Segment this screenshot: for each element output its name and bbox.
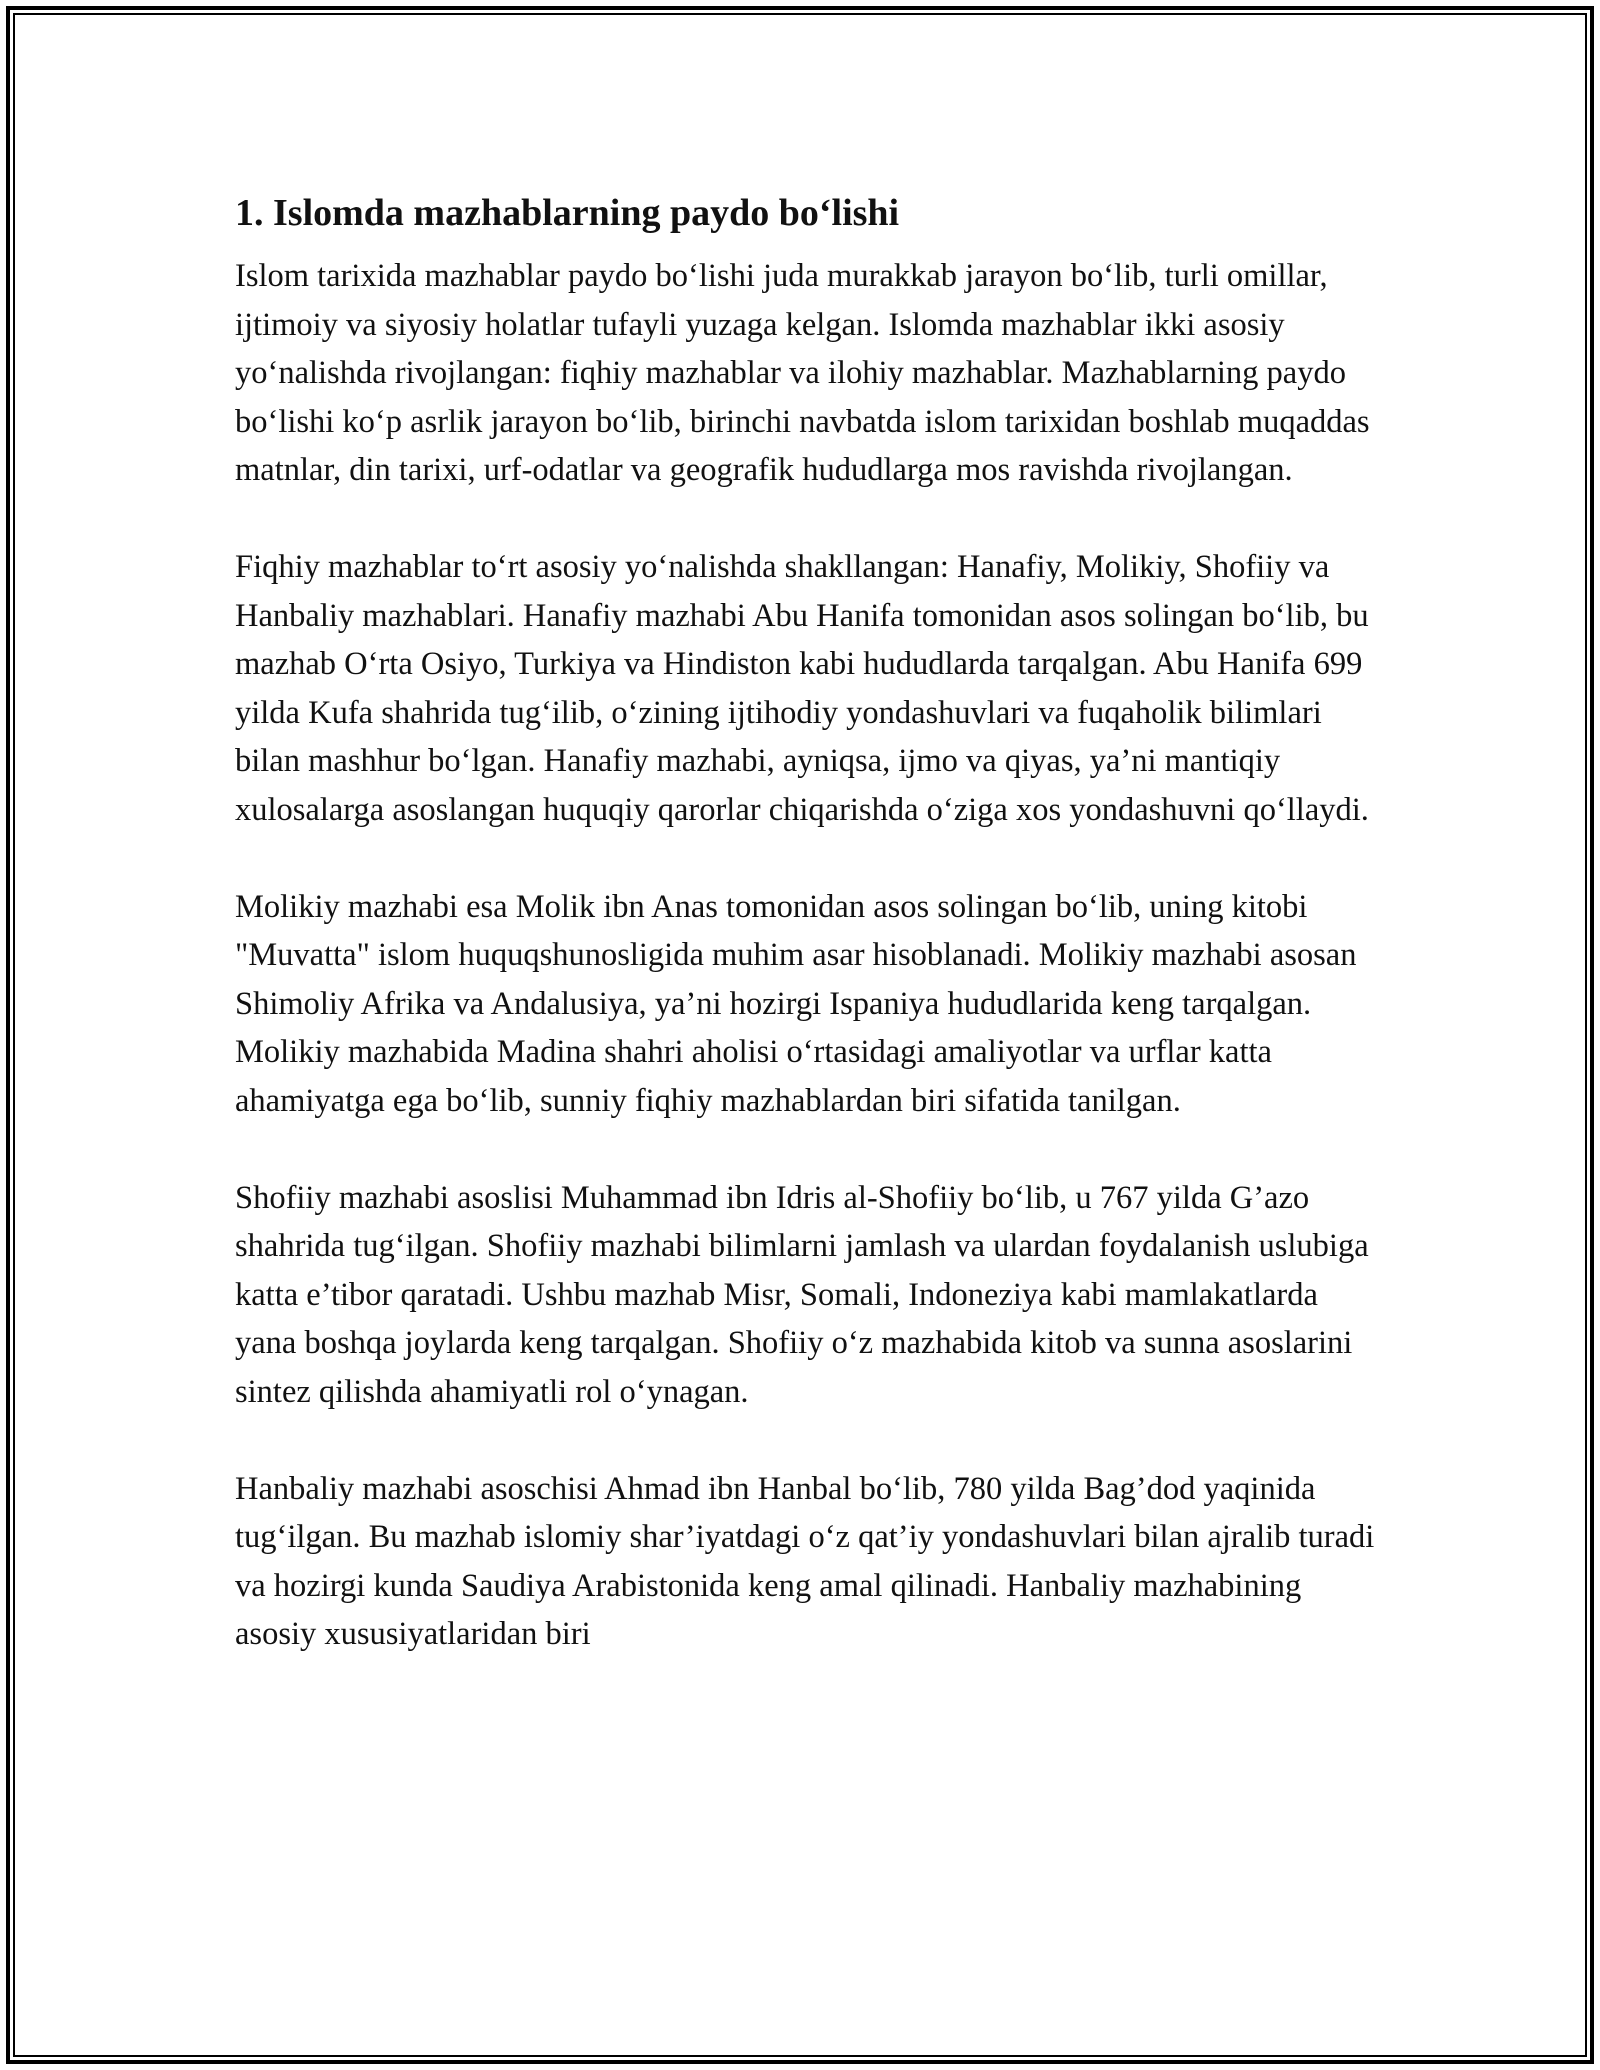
paragraph-intro: Islom tarixida mazhablar paydo bo‘lishi juda murakkab jarayon bo‘lib, turli omillar, ijtimoiy va siyosiy holatlar tufayli yuzaga kelgan. Islomda mazhablar ikki asosiy yo‘nalishda rivojlangan: fiqhiy mazhablar va ilohiy mazhablar. Mazhablarning paydo bo‘lishi ko‘p asrlik jarayon bo‘lib, birinchi navbatda islom tarixidan boshlab muqaddas matnlar, din tarixi, urf-odatlar va geografik hududlarga mos ravishda rivojlangan. [235,258,1370,488]
paragraph-molikiy: Molikiy mazhabi esa Molik ibn Anas tomonidan asos solingan bo‘lib, uning kitobi "Muvatta" islom huquqshunosligida muhim asar hisoblanadi. Molikiy mazhabi asosan Shimoliy Afrika va Andalusiya, ya’ni hozirgi Ispaniya hududlarida keng tarqalgan. Molikiy mazhabida Madina shahri aholisi o‘rtasidagi amaliyotlar va urflar katta ahamiyatga ega bo‘lib, sunniy fiqhiy mazhablardan biri sifatida tanilgan. [235,888,1357,1119]
paragraph-hanbaliy: Hanbaliy mazhabi asoschisi Ahmad ibn Hanbal bo‘lib, 780 yilda Bag’dod yaqinida tug‘ilgan. Bu mazhab islomiy shar’iyatdagi o‘z qat’iy yondashuvlari bilan ajralib turadi va hozirgi kunda Saudiya Arabistonida keng amal qilinadi. Hanbaliy mazhabining asosiy xususiyatlaridan biri [235,1470,1375,1652]
document-body [235,186,1375,1659]
paragraph-hanafiy: Fiqhiy mazhablar to‘rt asosiy yo‘nalishda shakllangan: Hanafiy, Molikiy, Shofiiy va Hanbaliy mazhablari. Hanafiy mazhabi Abu Hanifa tomonidan asos solingan bo‘lib, bu mazhab O‘rta Osiyo, Turkiya va Hindiston kabi hududlarda tarqalgan. Abu Hanifa 699 yilda Kufa shahrida tug‘ilib, o‘zining ijtihodiy yondashuvlari va fuqaholik bilimlari bilan mashhur bo‘lgan. Hanafiy mazhabi, ayniqsa, ijmo va qiyas, ya’ni mantiqiy xulosalarga asoslangan huquqiy qarorlar chiqarishda o‘ziga xos yondashuvni qo‘llaydi. [235,549,1369,828]
section-heading: 1. Islomda mazhablarning paydo bo‘lishi [235,192,900,234]
paragraph-shofiiy: Shofiiy mazhabi asoslisi Muhammad ibn Idris al-Shofiiy bo‘lib, u 767 yilda G’azo shahrida tug‘ilgan. Shofiiy mazhabi bilimlarni jamlash va ulardan foydalanish uslubiga katta e’tibor qaratadi. Ushbu mazhab Misr, Somali, Indoneziya kabi mamlakatlarda yana boshqa joylarda keng tarqalgan. Shofiiy o‘z mazhabida kitob va sunna asoslarini sintez qilishda ahamiyatli rol o‘ynagan. [235,1179,1369,1410]
